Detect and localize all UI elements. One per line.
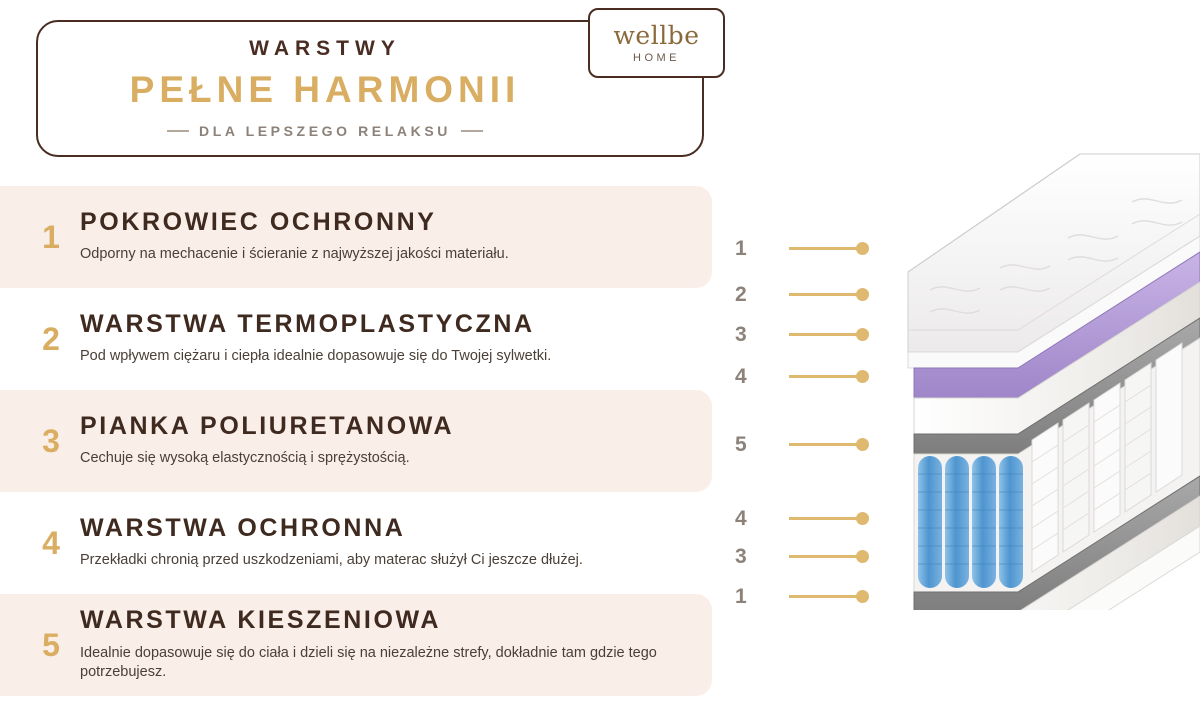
callout-number: 5 [735, 433, 747, 456]
header-kicker: WARSTWY [249, 37, 401, 61]
callout-number: 3 [735, 323, 747, 346]
callout-number: 2 [735, 283, 747, 306]
callout-line-icon [789, 247, 857, 250]
rule-right-icon [461, 130, 483, 132]
layer-number: 1 [42, 219, 60, 255]
layer-title: WARSTWA TERMOPLASTYCZNA [80, 309, 535, 338]
callout-line-icon [789, 375, 857, 378]
callout-number: 4 [735, 507, 747, 530]
callout-marker [735, 238, 869, 259]
layer-number: 3 [42, 423, 60, 459]
callout-dot-icon [856, 512, 869, 525]
rule-left-icon [167, 130, 189, 132]
layer-title: WARSTWA KIESZENIOWA [80, 606, 441, 635]
callout-number: 3 [735, 545, 747, 568]
callout-line-icon [789, 443, 857, 446]
callout-group [735, 186, 905, 616]
layer-title: PIANKA POLIURETANOWA [80, 411, 455, 440]
callout-line-icon [789, 333, 857, 336]
list-item [0, 390, 712, 492]
callout-marker [735, 546, 869, 567]
callout-marker [735, 434, 869, 455]
callout-marker [735, 366, 869, 387]
callout-number: 1 [735, 237, 747, 260]
callout-dot-icon [856, 590, 869, 603]
header-subtitle: DLA LEPSZEGO RELAKSU [199, 122, 451, 139]
layer-text [80, 209, 712, 265]
callout-marker [735, 284, 869, 305]
layer-description: Pod wpływem ciężaru i ciepła idealnie dopasowuje się do Twojej sylwetki. [80, 348, 552, 365]
layer-number: 4 [42, 525, 60, 561]
callout-number: 1 [735, 585, 747, 608]
layer-text [80, 515, 712, 571]
layer-text [80, 413, 712, 469]
list-item [0, 594, 712, 696]
callout-line-icon [789, 293, 857, 296]
layer-description: Odporny na mechacenie i ścieranie z najwyższej jakości materiału. [80, 246, 509, 263]
callout-dot-icon [856, 370, 869, 383]
layer-number: 5 [42, 627, 60, 663]
callout-marker [735, 508, 869, 529]
callout-line-icon [789, 517, 857, 520]
callout-dot-icon [856, 328, 869, 341]
callout-marker [735, 586, 869, 607]
layer-description: Przekładki chronią przed uszkodzeniami, aby materac służył Ci jeszcze dłużej. [80, 552, 583, 569]
layer-description: Cechuje się wysoką elastycznością i sprężystością. [80, 450, 410, 467]
callout-dot-icon [856, 550, 869, 563]
callout-dot-icon [856, 242, 869, 255]
layer-title: WARSTWA OCHRONNA [80, 513, 406, 542]
layer-text [80, 311, 712, 367]
list-item [0, 288, 712, 390]
brand-tagline: HOME [633, 51, 680, 64]
list-item [0, 492, 712, 594]
callout-dot-icon [856, 438, 869, 451]
callout-dot-icon [856, 288, 869, 301]
callout-line-icon [789, 555, 857, 558]
layer-description: Idealnie dopasowuje się do ciała i dzieli się na niezależne strefy, dokładnie tam gdzie tego potrzebujesz. [80, 644, 657, 681]
header-subtitle-wrap [167, 123, 483, 139]
layer-number: 2 [42, 321, 60, 357]
layer-text [80, 607, 712, 683]
page-title: PEŁNE HARMONII [129, 69, 521, 111]
layer-title: POKROWIEC OCHRONNY [80, 207, 437, 236]
brand-name: wellbe [613, 20, 700, 50]
callout-number: 4 [735, 365, 747, 388]
callout-line-icon [789, 595, 857, 598]
mattress-cutaway-illustration [900, 140, 1200, 610]
list-item [0, 186, 712, 288]
layer-list [0, 186, 712, 696]
brand-logo [588, 8, 725, 78]
callout-marker [735, 324, 869, 345]
